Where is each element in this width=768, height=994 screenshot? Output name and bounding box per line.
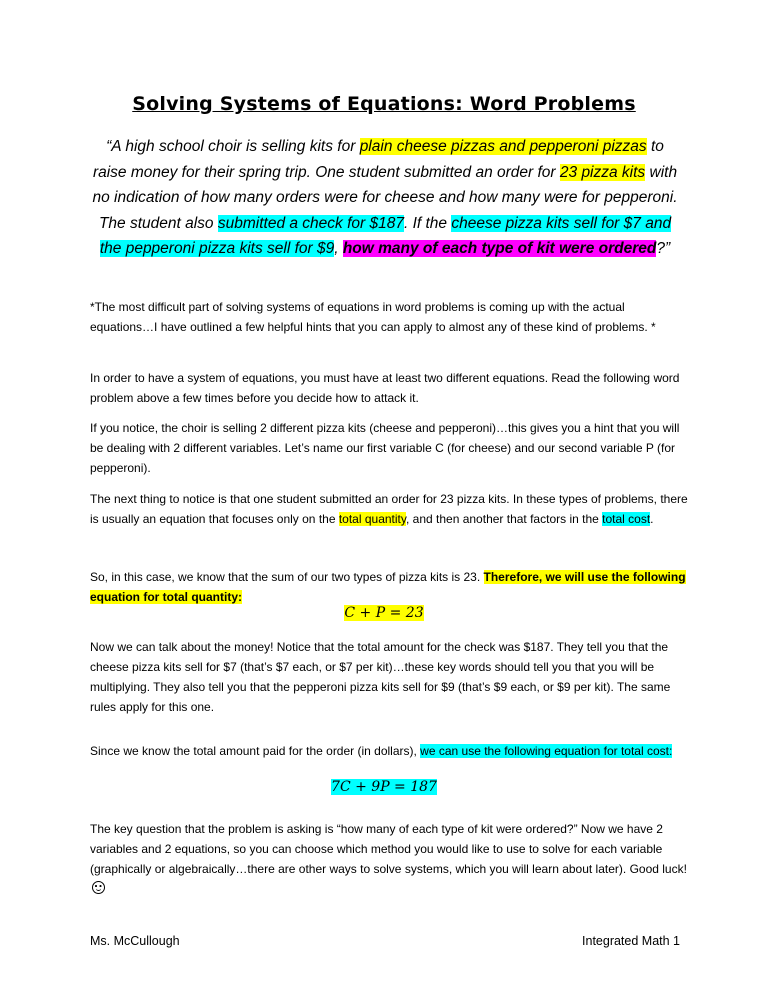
- highlight-kit-count: 23 pizza kits: [559, 163, 646, 181]
- highlight-cost-equation-note: we can use the following equation for total cost:: [420, 744, 673, 758]
- highlight-check-amount: submitted a check for $187: [217, 214, 404, 232]
- smiley-icon: [92, 881, 105, 894]
- highlight-kit-prices: cheese pizza kits sell for $7 and the pepperoni pizza kits sell for $9: [99, 214, 672, 257]
- paragraph-key-question: [90, 819, 690, 899]
- open-quote: “: [106, 138, 112, 155]
- quote-text-1: A high school choir is selling kits for: [111, 138, 360, 155]
- paragraph-cost-equation: [90, 741, 690, 761]
- paragraph-system-intro: In order to have a system of equations, you must have at least two different equations. Read the following word problem above a few times before you decide how to attack it.: [90, 371, 680, 405]
- p8-text: The key question that the problem is asking is “how many of each type of kit were ordered?” Now we have 2 variables and 2 equations, so you can choose which method you would like to use to solve for each variable (graphically or algebraically…there are other ways to solve systems, which you will learn about later). Good luck!: [90, 822, 687, 876]
- highlight-pizza-types: plain cheese pizzas and pepperoni pizzas: [359, 138, 647, 155]
- highlight-question: how many of each type of kit were ordered: [342, 240, 657, 257]
- paragraph-difficulty-note: *The most difficult part of solving systems of equations in word problems is coming up with the actual equations…I have outlined a few helpful hints that you can apply to almost any of these kind of problems. *: [90, 300, 656, 334]
- paragraph-variables: If you notice, the choir is selling 2 different pizza kits (cheese and pepperoni)…this gives you a hint that you will be dealing with 2 different variables. Let’s name our first variable C (for cheese) and our second variable P (for pepperoni).: [90, 421, 680, 475]
- quote-text-4: . If the: [403, 214, 452, 232]
- p4-text-1: The next thing to notice is that one student submitted an order for 23 pizza kits. In these types of problems, there is usually an equation that focuses only on the: [90, 492, 688, 526]
- paragraph-money: Now we can talk about the money! Notice that the total amount for the check was $187. They tell you that the cheese pizza kits sell for $7 (that’s $7 each, or $7 per kit)…these key words should tell you that you will be multiplying. They also tell you that the pepperoni pizza kits sell for $9 (that’s $9 each, or $9 per kit). The same rules apply for this one.: [90, 640, 671, 714]
- footer-author: Ms. McCullough: [90, 934, 180, 948]
- highlight-total-quantity: total quantity: [338, 512, 406, 526]
- paragraph-quantity-cost: [90, 489, 690, 529]
- equation-total-quantity: C + P = 23: [344, 605, 424, 621]
- quote-text-2: to raise money for their spring trip. One student submitted an order for: [92, 138, 664, 181]
- word-problem-quote: [90, 134, 680, 262]
- page-title: Solving Systems of Equations: Word Problems: [132, 93, 636, 115]
- highlight-total-cost: total cost: [602, 512, 651, 526]
- quote-text-6: ?”: [656, 240, 671, 257]
- highlight-quantity-equation-note: Therefore, we will use the following equation for total quantity:: [90, 570, 686, 604]
- quote-text-3: with no indication of how many orders were for cheese and how many were for pepperoni. The student also: [92, 163, 678, 232]
- footer-course: Integrated Math 1: [582, 934, 680, 948]
- p4-text-3: .: [650, 512, 654, 526]
- p5-text-1: So, in this case, we know that the sum of our two types of pizza kits is 23.: [90, 570, 484, 584]
- quote-text-5: ,: [334, 240, 343, 257]
- p7-text-1: Since we know the total amount paid for the order (in dollars),: [90, 744, 421, 758]
- equation-total-cost: 7C + 9P = 187: [331, 779, 437, 795]
- p4-text-2: , and then another that factors in the: [406, 512, 603, 526]
- paragraph-quantity-equation: [90, 567, 690, 607]
